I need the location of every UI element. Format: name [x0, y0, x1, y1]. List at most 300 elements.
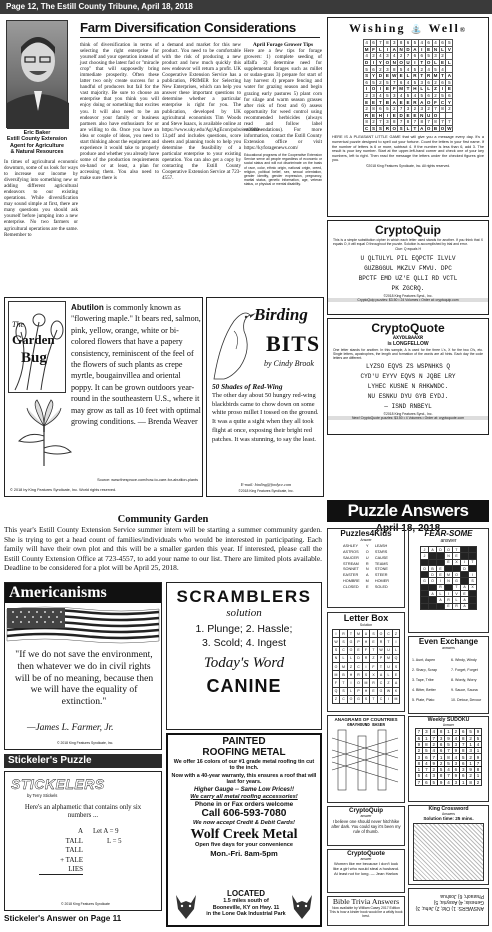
letter-box-cell: T: [385, 638, 393, 646]
wishing-well-row: [363, 66, 453, 73]
bird-illustration-icon: [210, 301, 258, 381]
fearsome-cell: L: [437, 591, 445, 597]
letter-box-cell: T: [370, 646, 378, 654]
letter-box-cell: H: [347, 671, 355, 679]
letter-box-cell: P: [355, 687, 363, 695]
sudoku-cell: 6: [452, 766, 459, 772]
wishing-well-cell: 2: [391, 105, 398, 112]
extension-notice: Educational programs of the Cooperative Extension Service serve all people regardless of economic or social status and will not discriminate on the basis of race, color, ethnic origin, national origin, creed, religion, political belief, sex, sexual orientation, gender identity, gender expression, pregnancy, marital status, genetic information, age, veteran status, or physical or mental disability.: [244, 153, 322, 187]
cryptoquip-copyright: ©2018 King Features Synd., Inc.: [383, 293, 433, 298]
letter-box-cell: L: [347, 654, 355, 662]
wishing-well-cell: V: [447, 46, 451, 52]
cipher-line: NU ESNKU DYU GYB EYDJ.: [367, 392, 449, 400]
wishing-well-row: [363, 40, 453, 47]
puzzle-answers: [327, 500, 489, 927]
fearsome-cell: A: [461, 597, 469, 603]
sudoku-cell: 9: [430, 760, 437, 766]
letter-box-cell: H: [362, 687, 370, 695]
americanisms-quote: "If we do not save the environment, then whatever we do in civil rights will be of no meaning, because then we will have the equality of extinction.": [14, 649, 154, 708]
p4k-cell: M: [365, 578, 369, 583]
sudoku-cell: 1: [423, 735, 430, 741]
wishing-well-cell: E: [385, 73, 389, 79]
wishing-well-cell: I: [363, 86, 370, 93]
wishing-well-cell: E: [372, 112, 376, 118]
farm-headline: Farm Diversification Considerations: [80, 20, 296, 35]
community-garden-title: Community Garden: [117, 514, 209, 525]
ad-business-name: Wolf Creek Metal: [190, 827, 298, 843]
even-exchange-item: 5. Plate, Plato: [412, 698, 435, 702]
p4k-row: [340, 556, 392, 562]
sudoku-cell: 4: [474, 741, 481, 747]
sudoku-cell: 9: [452, 748, 459, 754]
wolf-logo: [172, 891, 200, 921]
wishing-well-cell: 4: [398, 92, 405, 99]
fearsome-cell: [421, 603, 429, 609]
letter-box-row: [332, 671, 400, 679]
wishing-well-cell: H: [413, 86, 417, 92]
wishing-well-cell: [446, 112, 453, 119]
letter-box-cell: M: [355, 630, 363, 638]
bible-rotated-answers: [408, 888, 489, 926]
wishing-well-cell: 4: [377, 92, 384, 99]
wishing-well-cell: 4: [432, 40, 439, 47]
wishing-well-cell: 8: [391, 66, 398, 73]
stickelers-box: [4, 771, 162, 911]
letter-box-row: [332, 695, 400, 703]
community-garden: [4, 514, 322, 578]
sudoku-cell: 2: [415, 748, 422, 754]
americanisms-author: —James L. Farmer, Jr.: [27, 723, 114, 733]
cryptoquip-puzzle: [328, 254, 488, 294]
cipher-line: U QLTULYL PIL EQPCTF ILVLV: [360, 254, 456, 262]
sudoku-cell: 6: [423, 754, 430, 760]
even-exchange-title: Even Exchange: [418, 637, 479, 646]
wishing-well-cell: D: [365, 60, 369, 66]
well-icon: ⛲: [410, 24, 424, 34]
fearsome-cell: J: [421, 547, 429, 553]
wishing-well-cell: Z: [432, 86, 439, 93]
wishing-well-copyright: ©2018 King Features Syndicate, Inc. All rights reserved.: [365, 163, 451, 168]
fearsome-cell: L: [453, 597, 461, 603]
puzzle-answers-banner: Puzzle Answers: [327, 500, 489, 522]
wishing-well-cell: 2: [418, 66, 425, 73]
sudoku-cell: 9: [415, 741, 422, 747]
even-left-col: [412, 655, 450, 705]
sudoku-cell: 1: [467, 760, 474, 766]
puzzles4kids-answer: [327, 528, 405, 608]
sudoku-cell: 6: [415, 735, 422, 741]
wishing-well-cell: 6: [425, 79, 432, 86]
wishing-well-row: [363, 53, 453, 60]
sudoku-cell: 3: [452, 741, 459, 747]
cryptoquote-answer: [327, 849, 405, 893]
alphametic-hints: [93, 827, 122, 846]
wishing-well-cell: 8: [363, 119, 370, 126]
p4k-cell: SONNET: [343, 567, 359, 572]
wishing-well-cell: 6: [370, 40, 377, 47]
wishing-well-cell: E: [399, 73, 403, 79]
fearsome-cell: T: [453, 584, 461, 590]
letter-box-row: [332, 630, 400, 638]
forage-tips-title: April Forage Grower Tips: [252, 42, 314, 48]
wishing-well-cell: 2: [377, 79, 384, 86]
sudoku-cell: 1: [467, 741, 474, 747]
wishing-well-cell: 7: [377, 40, 384, 47]
letter-box-cell: M: [340, 662, 348, 670]
letter-box-cell: W: [332, 638, 340, 646]
scramblers-solution-label: solution: [226, 607, 262, 619]
letter-box-cell: D: [355, 654, 363, 662]
p4k-cell: E: [365, 584, 369, 589]
stickelers-answer-note: Stickeler's Answer on Page 11: [4, 914, 122, 923]
wishing-well-cell: L: [439, 46, 446, 53]
fearsome-cell: R: [453, 603, 461, 609]
letter-box-cell: C: [377, 679, 385, 687]
letter-box-cell: R: [340, 630, 348, 638]
byline-title: Agent for Agriculture: [9, 142, 64, 149]
wishing-well-cell: O: [433, 112, 438, 118]
wishing-well-cell: 2: [370, 119, 377, 126]
stickelers-banner: Stickeler's Puzzle: [4, 754, 162, 768]
wishing-well-cell: R: [427, 73, 431, 79]
letter-box-cell: Z: [332, 695, 340, 703]
alphametic-row: + TALE: [60, 855, 83, 864]
fearsome-cell: E: [437, 565, 445, 571]
p4k-cell: Y: [365, 544, 369, 549]
wishing-well-cell: 4: [405, 79, 412, 86]
fearsome-cell: [437, 603, 445, 609]
wishing-well-instructions: HERE IS A PLEASANT LITTLE GAME that will give you a message every day. It's a numerical puzzle designed to spell out your fortune. Count the letters in your first name. If the number of letters is 6 or more, subtract 4. If the number is less than 6, add 3. The result is your key number. Start at the upper-left-hand corner and check one of your key numbers, left to right. Then read the message the letters under the checked figures give you.: [332, 135, 484, 163]
wishing-well-cell: 4: [405, 66, 412, 73]
wishing-well-cell: 2: [446, 105, 453, 112]
cryptoquip-footer: CryptoQuip puzzles: $3.50 • 24 Volumes • Order at: cryptoquip.com: [328, 298, 488, 302]
garden-bug-source: Source: www.thespruce.com/how-to-care-for-abutilon-plants: [97, 478, 198, 482]
letter-box-row: [332, 638, 400, 646]
sudoku-title: Weekly SUDOKU: [427, 717, 470, 723]
sudoku-cell: 2: [474, 779, 481, 785]
sudoku-row: [415, 735, 482, 741]
wishing-well-cell: M: [364, 46, 369, 52]
fearsome-grid: [420, 546, 477, 610]
wishing-well-cell: O: [399, 60, 403, 66]
scramblers-box: [166, 582, 322, 730]
wishing-well-cell: O: [426, 99, 431, 105]
letter-box-cell: R: [370, 679, 378, 687]
stickelers-copyright: © 2018 King Features Syndicate: [61, 902, 110, 906]
sudoku-row: [415, 741, 482, 747]
letter-box-cell: U: [385, 646, 393, 654]
cipher-line: GUZBGGUL MKZLV FMVU. DPC: [364, 264, 452, 272]
letter-box-cell: F: [370, 662, 378, 670]
letter-box-row: [332, 646, 400, 654]
letter-box-cell: W: [385, 687, 393, 695]
even-exchange-item: 10. Detour, Devour: [451, 698, 482, 702]
fearsome-cell: O: [429, 578, 437, 584]
wishing-well-cell: [439, 112, 446, 119]
letter-box-cell: R: [362, 654, 370, 662]
sudoku-cell: 5: [445, 760, 452, 766]
ad-line: Phone in or Fax orders welcome: [194, 800, 294, 808]
wishing-well-cell: I: [384, 46, 391, 53]
farm-column-4: [244, 42, 322, 292]
cq-answer-text: I believe one should never hitchhike after dark. You could say it's been my rule of thumb.: [331, 819, 401, 835]
p4k-cell: STARS: [374, 550, 388, 554]
sudoku-cell: 8: [445, 754, 452, 760]
wishing-well-cell: 8: [398, 40, 405, 47]
wishing-well-cell: 6: [425, 40, 432, 47]
letter-box-cell: L: [392, 646, 400, 654]
fearsome-cell: E: [445, 603, 453, 609]
garden-bug-lead: Abutilon: [71, 303, 104, 312]
fearsome-cell: G: [421, 578, 429, 584]
fearsome-cell: R: [437, 584, 445, 590]
letter-box-cell: E: [355, 646, 363, 654]
ad-line: Now with a 40-year warranty, this ensures a roof that will last for years.: [171, 772, 317, 786]
sudoku-cell: 7: [474, 760, 481, 766]
letter-box-cell: Q: [332, 687, 340, 695]
wishing-well-cell: A: [420, 126, 424, 132]
p4k-cell: STONE: [374, 567, 388, 572]
wishing-well-cell: O: [385, 60, 390, 66]
fearsome-answer-label: answer: [440, 538, 457, 544]
anagrams-start: GRAYHOUND BASER: [347, 724, 385, 728]
wishing-well-row: [363, 59, 453, 66]
wishing-well-cell: L: [377, 46, 384, 53]
p4k-cell: U: [365, 555, 369, 560]
cryptoquote-desc: One letter stands for another. In this sample, A is used for the three L's, X for the two O's, etc. Single letters, apostrophes, the length and formation of the words are all hints. Each day the code letters are different.: [333, 348, 483, 361]
letter-box-answer: [327, 612, 405, 712]
wishing-word: Wishing: [348, 21, 406, 35]
sudoku-cell: 2: [430, 766, 437, 772]
cryptoquip-title: CryptoQuip: [375, 223, 441, 237]
bible-trivia-sub2: This is how a kinder book would be a wildly book best.: [329, 910, 403, 919]
wishing-well-cell: L: [418, 86, 425, 93]
wishing-well-cell: W: [392, 73, 397, 79]
cryptoquip-box: [327, 220, 489, 315]
p4k-cell: CAUSE: [374, 555, 388, 560]
sudoku-cell: 6: [437, 748, 444, 754]
letter-box-cell: F: [362, 646, 370, 654]
cryptoquote-example: AXYDLBAAXR: [392, 335, 423, 341]
fearsome-cell: E: [437, 572, 445, 578]
ad-phone: Call 606-593-7080: [201, 808, 287, 820]
sudoku-sub: Answer: [442, 723, 455, 727]
wishing-well-cell: L: [405, 125, 412, 132]
letter-box-cell: Z: [370, 654, 378, 662]
wishing-well-cell: 7: [391, 79, 398, 86]
fearsome-cell: [469, 603, 477, 609]
letter-box-row: [332, 654, 400, 662]
wishing-well-cell: L: [432, 59, 439, 66]
sum-line: [39, 874, 83, 875]
even-right-col: [451, 655, 489, 705]
letter-box-row: [332, 662, 400, 670]
sudoku-cell: 5: [460, 754, 467, 760]
wishing-well-cell: A: [447, 73, 451, 79]
sudoku-cell: 3: [415, 754, 422, 760]
cquote-answer-title: CryptoQuote: [347, 850, 385, 857]
ad-line: Open five days for your convenience: [195, 842, 293, 849]
cipher-line: — ISND RNBEYL: [384, 402, 432, 410]
cryptoquote-footer: New! CryptoQuote puzzles: $3.50 • 4 Volumes • Order at: cryptoquote.com: [328, 416, 488, 420]
wolf-logo: [288, 891, 316, 921]
p4k-row: [340, 579, 392, 585]
wishing-well-cell: 3: [384, 66, 391, 73]
sudoku-cell: 7: [460, 741, 467, 747]
letter-box-cell: P: [355, 638, 363, 646]
wishing-well-cell: 5: [446, 79, 453, 86]
sudoku-cell: 2: [467, 754, 474, 760]
wishing-well-cell: 4: [391, 53, 398, 60]
forage-tips-text: Here are a few tips for forage growers: 1) complete seeding of alfalfa 2) determine need for supplemental forages such as millet or sudan-grass 3) prepare for start of hay harvest 4) prepare fencing and water for grazing season and begin grazing early pastures 5) plant corn for silage and warm season grasses after risk of frost and 6) assess opportunity for weed control using recommended herbicides (always read and follow label recommendations). For more information, contact the Estill County Extension office or visit https://kyforagenews.com/: [244, 48, 322, 151]
sudoku-row: [415, 729, 482, 735]
wishing-well-cell: 2: [398, 53, 405, 60]
letter-box-cell: S: [340, 687, 348, 695]
p4k-cell: N: [365, 567, 369, 572]
wishing-well-row: [363, 105, 453, 112]
wishing-well-cell: A: [420, 99, 424, 105]
wishing-well-cell: 7: [439, 119, 446, 126]
wishing-well-row: [363, 112, 453, 119]
fearsome-cell: R: [445, 597, 453, 603]
fearsome-cell: I: [445, 591, 453, 597]
stickelers-logo: STICKELERS: [11, 776, 105, 792]
sudoku-cell: 7: [415, 779, 422, 785]
wishing-well-row: [363, 79, 453, 86]
americanisms-copyright: © 2018 King Features Syndicate, Inc.: [57, 741, 114, 745]
wishing-well-cell: D: [399, 112, 403, 118]
wishing-well-cell: R: [413, 99, 417, 105]
wishing-well-cell: 2: [432, 79, 439, 86]
wishing-well-cell: A: [392, 99, 396, 105]
sudoku-answer: [408, 716, 489, 802]
letter-box-cell: X: [370, 671, 378, 679]
garden-bug-box: [4, 297, 203, 497]
bible-trivia-sub: Now available by William Casey 2017 Edition: [332, 906, 400, 910]
wishing-well-cell: N: [399, 46, 403, 52]
wishing-well-cell: 8: [370, 105, 377, 112]
sudoku-cell: 8: [437, 729, 444, 735]
letter-box-cell: E: [370, 687, 378, 695]
cipher-line: CYD'U EYYV EQVS N JQBE LRY: [360, 372, 456, 380]
letter-box-cell: T: [340, 679, 348, 687]
alphametic-row: A: [77, 827, 83, 835]
letter-box-cell: S: [370, 630, 378, 638]
wishing-well-cell: 2: [363, 105, 370, 112]
wishing-well-cell: 2: [363, 92, 370, 99]
wishing-well-cell: 6: [411, 53, 418, 60]
wishing-well-cell: 7: [377, 119, 384, 126]
sudoku-cell: 6: [437, 741, 444, 747]
wishing-well-cell: 8: [405, 119, 412, 126]
letter-box-cell: T: [347, 630, 355, 638]
sudoku-cell: 2: [467, 735, 474, 741]
fearsome-row: [421, 603, 477, 609]
fearsome-cell: N: [445, 578, 453, 584]
fearsome-cell: X: [453, 559, 461, 565]
wishing-well-cell: 4: [411, 92, 418, 99]
wishing-well-cell: F: [370, 46, 377, 53]
byline-title: Estill County Extension: [6, 136, 68, 143]
wishing-well-cell: 5: [411, 40, 418, 47]
wishing-well-cell: 4: [425, 66, 432, 73]
wishing-well-cell: E: [413, 112, 417, 118]
wishing-well-cell: O: [371, 86, 376, 92]
wishing-well-cell: 5: [384, 79, 391, 86]
p4k-cell: ASHLEY: [343, 544, 358, 549]
ad-location-line: in the Lone Oak Industrial Park: [206, 911, 286, 917]
wishing-well-cell: N: [420, 112, 424, 118]
garden-bug-copyright: © 2018 by King Features Syndicate, Inc. World rights reserved.: [10, 488, 117, 492]
wishing-well-grid: [363, 39, 454, 132]
letter-box-cell: M: [385, 654, 393, 662]
wishing-well-cell: 2: [377, 66, 384, 73]
wishing-well-cell: 7: [446, 119, 453, 126]
todays-word: CANINE: [206, 676, 282, 696]
wishing-well-cell: 3: [391, 92, 398, 99]
scramblers-answers: [167, 622, 321, 650]
p4k-cell: A: [365, 573, 369, 578]
americanisms-box: [4, 582, 162, 750]
king-crossword-title: King Crossword: [428, 806, 469, 812]
bible-rotated-text: ANSWERS: 1) Old; 2) Jehu; 3) Genesis; 4) Assyria; 5) Pharaoh; 6) Joshua: [415, 893, 484, 911]
letter-box-cell: T: [370, 695, 378, 703]
wishing-well-cell: E: [427, 46, 431, 52]
letter-box-cell: Z: [385, 679, 393, 687]
wishing-well-cell: 7: [405, 53, 412, 60]
letter-box-cell: H: [362, 638, 370, 646]
wishing-well-cell: 6: [405, 40, 412, 47]
byline: [2, 130, 72, 156]
even-exchange-item: 1. Aunt, Aspen: [412, 658, 436, 662]
letter-box-cell: M: [362, 679, 370, 687]
wishing-well-cell: S: [378, 126, 382, 132]
cipher-line: BPCTF EMD UZ'E QLLI RD VCTL: [358, 274, 458, 282]
fearsome-cell: M: [445, 572, 453, 578]
sudoku-cell: 8: [467, 779, 474, 785]
wolf-head-icon: [288, 891, 316, 921]
garden-bug-logo: [8, 301, 66, 393]
king-crossword-sub: Answers: [441, 812, 455, 816]
wishing-well-cell: 7: [411, 119, 418, 126]
wishing-well-cell: I: [377, 86, 384, 93]
sudoku-cell: 2: [430, 741, 437, 747]
wishing-well-cell: 6: [377, 105, 384, 112]
p4k-title: Puzzles4Kids: [340, 529, 392, 538]
wishing-well-cell: 3: [384, 119, 391, 126]
wishing-well-cell: N: [392, 60, 396, 66]
sudoku-cell: 7: [430, 735, 437, 741]
birding-logo: [210, 301, 320, 381]
wishing-well-cell: 4: [418, 40, 425, 47]
sudoku-cell: 2: [467, 773, 474, 779]
wishing-well-cell: 2: [432, 92, 439, 99]
fearsome-cell: T: [469, 559, 477, 565]
wishing-well-cell: Y: [447, 99, 451, 105]
letter-box-cell: W: [377, 646, 385, 654]
p4k-answer-label: Answer: [360, 538, 372, 542]
wishing-well-cell: 6: [370, 66, 377, 73]
sudoku-cell: 7: [445, 773, 452, 779]
wishing-well-cell: 5: [370, 79, 377, 86]
cryptoquip-clue: Clue: Q equals H: [395, 247, 421, 252]
letter-box-cell: Z: [347, 662, 355, 670]
wishing-well-cell: 5: [432, 66, 439, 73]
cipher-line: PK ZGCRQ.: [391, 284, 425, 292]
american-flag-icon: [7, 605, 159, 645]
fearsome-cell: E: [461, 591, 469, 597]
sudoku-cell: 1: [460, 779, 467, 785]
